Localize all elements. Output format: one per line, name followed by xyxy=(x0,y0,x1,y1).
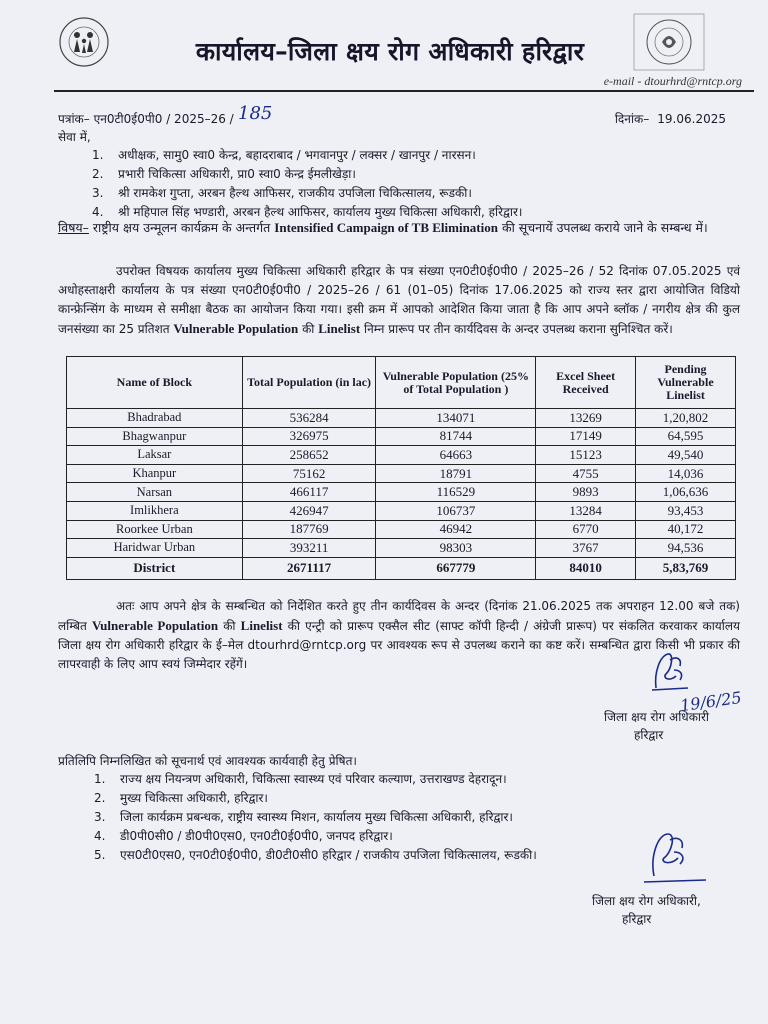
value-cell: 98303 xyxy=(376,539,536,558)
letter-date xyxy=(607,110,726,127)
list-item: 2. प्रभारी चिकित्सा अधिकारी, प्रा0 स्वा0 केन्द्र ईमलीखेड़ा। xyxy=(92,167,356,181)
value-cell: 393211 xyxy=(242,539,376,558)
value-cell: 15123 xyxy=(536,446,636,465)
block-name-cell: Khanpur xyxy=(67,464,243,483)
table-header-row xyxy=(67,357,736,409)
value-cell: 134071 xyxy=(376,409,536,428)
total-value-cell: 667779 xyxy=(376,557,536,579)
value-cell: 326975 xyxy=(242,427,376,446)
table-row xyxy=(67,464,736,483)
value-cell: 4755 xyxy=(536,464,636,483)
value-cell: 1,06,636 xyxy=(636,483,736,502)
value-cell: 75162 xyxy=(242,464,376,483)
table-row xyxy=(67,539,736,558)
list-item: 3. जिला कार्यक्रम प्रबन्धक, राष्ट्रीय स्वास्थ्य मिशन, कार्यालय मुख्य चिकित्सा अधिकारी, हरिद्वार। xyxy=(94,810,513,824)
nhm-logo xyxy=(44,16,124,68)
block-name-cell: Narsan xyxy=(67,483,243,502)
copy-intro: प्रतिलिपि निम्नलिखित को सूचनार्थ एवं आवश्यक कार्यवाही हेतु प्रेषित। xyxy=(58,754,357,768)
office-email: e-mail - dtourhrd@rntcp.org xyxy=(603,74,742,88)
value-cell: 40,172 xyxy=(636,520,736,539)
addressee-list xyxy=(92,146,522,222)
col-header: Pending Vulnerable Linelist xyxy=(636,357,736,409)
list-item: 3. श्री रामकेश गुप्ता, अरबन हैल्थ आफिसर, राजकीय उपजिला चिकित्सालय, रूडकी। xyxy=(92,186,472,200)
table-row xyxy=(67,483,736,502)
total-value-cell: 2671117 xyxy=(242,557,376,579)
table-row xyxy=(67,501,736,520)
value-cell: 64,595 xyxy=(636,427,736,446)
total-label-cell: District xyxy=(67,557,243,579)
handwritten-sign-date: 19/6/25 xyxy=(678,687,743,716)
value-cell: 187769 xyxy=(242,520,376,539)
table-row xyxy=(67,520,736,539)
officer-signature-mark xyxy=(640,648,700,696)
value-cell: 426947 xyxy=(242,501,376,520)
value-cell: 18791 xyxy=(376,464,536,483)
value-cell: 258652 xyxy=(242,446,376,465)
col-header: Vulnerable Population (25% of Total Population ) xyxy=(376,357,536,409)
body-paragraph-2: अतः आप अपने क्षेत्र के सम्बन्धित को निर्देशित करते हुए तीन कार्यदिवस के अन्दर (दिनांक 21.06.2025 तक अपराहन 12.00 बजे तक) लम्बित Vulnerable Population की Linelist की एन्ट्री को प्रारूप एक्सैल सीट (साफ्ट कॉपी हिन्दी / अंग्रेजी प्रारूप) पर संकलित करवाकर कार्यालय जिला क्षय रोग अधिकारी हरिद्वार के ई–मेल dtourhrd@rntcp.org पर आवश्यक रूप से उपलब्ध कराने का कष्ट करें। सम्बन्धित द्वारा किसी भी प्रकार की लापरवाही के लिए आप स्वयं जिम्मेदार रहेंगें। xyxy=(58,599,740,671)
block-name-cell: Laksar xyxy=(67,446,243,465)
list-item: 1. अधीक्षक, सामु0 स्वा0 केन्द्र, बहादराबाद / भगवानपुर / लक्सर / खानपुर / नारसन। xyxy=(92,148,476,162)
value-cell: 14,036 xyxy=(636,464,736,483)
handwritten-letter-number: 185 xyxy=(238,103,273,124)
list-item: 1. राज्य क्षय नियन्त्रण अधिकारी, चिकित्सा स्वास्थ्य एवं परिवार कल्याण, उत्तराखण्ड देहरादून। xyxy=(94,772,507,786)
value-cell: 1,20,802 xyxy=(636,409,736,428)
block-name-cell: Roorkee Urban xyxy=(67,520,243,539)
block-name-cell: Haridwar Urban xyxy=(67,539,243,558)
value-cell: 9893 xyxy=(536,483,636,502)
subject-line: विषय– राष्ट्रीय क्षय उन्मूलन कार्यक्रम के अन्तर्गत Intensified Campaign of TB Elimination की सूचनायें उपलब्ध कराये जाने के सम्बन्ध में। xyxy=(58,220,708,235)
value-cell: 116529 xyxy=(376,483,536,502)
value-cell: 64663 xyxy=(376,446,536,465)
value-cell: 466117 xyxy=(242,483,376,502)
value-cell: 81744 xyxy=(376,427,536,446)
table-row xyxy=(67,427,736,446)
value-cell: 106737 xyxy=(376,501,536,520)
table-row xyxy=(67,446,736,465)
list-item: 4. डी0पी0सी0 / डी0पी0एस0, एन0टी0ई0पी0, जनपद हरिद्वार। xyxy=(94,829,393,843)
letter-number: पत्रांक– एन0टी0ई0पी0 / 2025–26 / xyxy=(58,112,234,126)
value-cell: 46942 xyxy=(376,520,536,539)
list-item: 2. मुख्य चिकित्सा अधिकारी, हरिद्वार। xyxy=(94,791,268,805)
value-cell: 94,536 xyxy=(636,539,736,558)
salutation: सेवा में, xyxy=(58,130,91,144)
table-row xyxy=(67,409,736,428)
date-label: दिनांक– xyxy=(614,112,650,126)
value-cell: 17149 xyxy=(536,427,636,446)
value-cell: 536284 xyxy=(242,409,376,428)
signatory-block-1: जिला क्षय रोग अधिकारी हरिद्वार xyxy=(604,710,710,742)
value-cell: 13269 xyxy=(536,409,636,428)
date-value: 19.06.2025 xyxy=(657,112,726,126)
block-name-cell: Bhagwanpur xyxy=(67,427,243,446)
col-header: Excel Sheet Received xyxy=(536,357,636,409)
col-header: Total Population (in lac) xyxy=(242,357,376,409)
block-name-cell: Bhadrabad xyxy=(67,409,243,428)
total-value-cell: 5,83,769 xyxy=(636,557,736,579)
block-name-cell: Imlikhera xyxy=(67,501,243,520)
value-cell: 49,540 xyxy=(636,446,736,465)
value-cell: 3767 xyxy=(536,539,636,558)
ntep-logo xyxy=(632,12,706,72)
col-header: Name of Block xyxy=(67,357,243,409)
vulnerable-population-table xyxy=(66,356,736,580)
signatory-block-2: जिला क्षय रोग अधिकारी, हरिद्वार xyxy=(592,894,701,926)
table-total-row xyxy=(67,557,736,579)
copy-list xyxy=(94,770,537,865)
list-item: 5. एस0टी0एस0, एन0टी0ई0पी0, डी0टी0सी0 हरिद्वार / राजकीय उपजिला चिकित्सालय, रूडकी। xyxy=(94,848,537,862)
body-paragraph-1: उपरोक्त विषयक कार्यालय मुख्य चिकित्सा अधिकारी हरिद्वार के पत्र संख्या एन0टी0ई0पी0 / 2025–26 / 52 दिनांक 07.05.2025 एवं अधोहस्ताक्षरी कार्यालय के पत्र संख्या एन0टी0ई0पी0 / 2025–26 / 61 (01–05) दिनांक 17.06.2025 को राज्य स्तर द्वारा आयोजित विडियो कान्फ्रेन्सिंग के माध्यम से समीक्षा बैठक का आयोजन किया गया। इसी क्रम में आपको आदेशित किया जाता है कि आप अपने ब्लॉक / नगरीय क्षेत्र की कुल जनसंख्या का 25 प्रतिशत Vulnerable Population की Linelist निम्न प्रारूप पर तीन कार्यदिवस के अन्दर उपलब्ध कराना सुनिश्चित करें। xyxy=(58,264,740,336)
officer-signature-mark-2 xyxy=(636,826,712,890)
office-title: कार्यालय–जिला क्षय रोग अधिकारी हरिद्वार xyxy=(195,37,585,66)
header-divider xyxy=(54,90,754,92)
list-item: 4. श्री महिपाल सिंह भण्डारी, अरबन हैल्थ आफिसर, कार्यालय मुख्य चिकित्सा अधिकारी, हरिद्वार। xyxy=(92,205,523,219)
total-value-cell: 84010 xyxy=(536,557,636,579)
value-cell: 13284 xyxy=(536,501,636,520)
value-cell: 6770 xyxy=(536,520,636,539)
value-cell: 93,453 xyxy=(636,501,736,520)
